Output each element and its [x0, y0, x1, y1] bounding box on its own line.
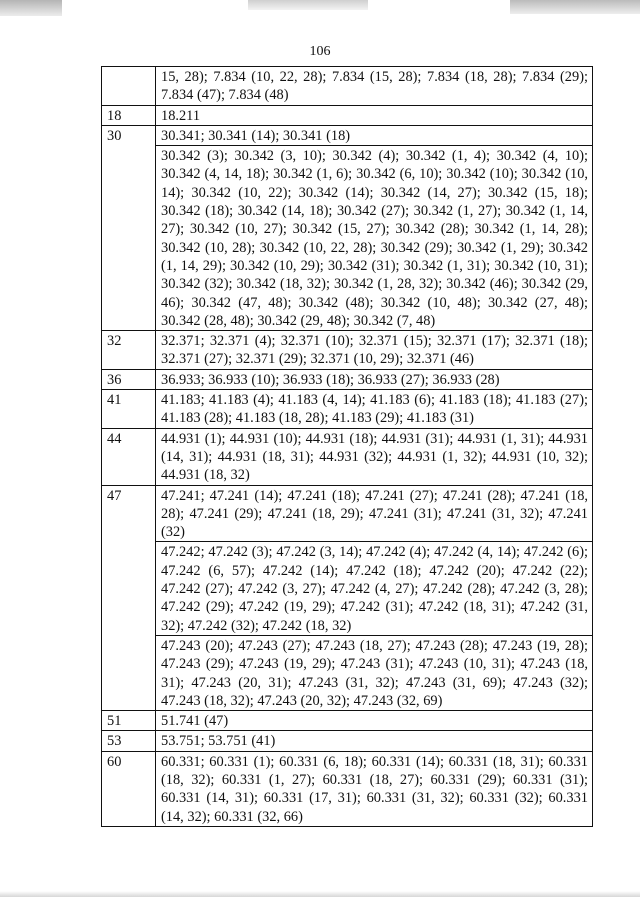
row-number-cell	[102, 635, 156, 710]
table-row	[102, 751, 593, 826]
row-number-cell: 51	[102, 711, 156, 731]
row-number-cell: 36	[102, 369, 156, 389]
row-entries-cell: 60.331; 60.331 (1); 60.331 (6, 18); 60.331 (14); 60.331 (18, 31); 60.331 (18, 32); 60.331 (1, 27); 60.331 (18, 27); 60.331 (29); 60.331 (31); 60.331 (14, 31); 60.331 (17, 31); 60.331 (31, 32); 60.331 (32); 60.331 (14, 32); 60.331 (32, 66)	[156, 751, 593, 826]
table-row	[102, 731, 593, 751]
row-number-cell: 44	[102, 428, 156, 485]
row-entries-cell: 15, 28); 7.834 (10, 22, 28); 7.834 (15, 28); 7.834 (18, 28); 7.834 (29); 7.834 (47); 7.834 (48)	[156, 67, 593, 106]
table-row	[102, 67, 593, 106]
row-entries-cell: 51.741 (47)	[156, 711, 593, 731]
table-row	[102, 428, 593, 485]
table-row	[102, 105, 593, 125]
row-entries-cell: 41.183; 41.183 (4); 41.183 (4, 14); 41.183 (6); 41.183 (18); 41.183 (27); 41.183 (28); 41.183 (18, 28); 41.183 (29); 41.183 (31)	[156, 390, 593, 429]
table-row	[102, 542, 593, 635]
table-row	[102, 711, 593, 731]
row-number-cell: 41	[102, 390, 156, 429]
scan-artifact-right	[510, 0, 640, 14]
row-entries-cell: 18.211	[156, 105, 593, 125]
scan-bottom-edge	[0, 891, 640, 897]
row-number-cell: 53	[102, 731, 156, 751]
row-number-cell	[102, 146, 156, 331]
row-entries-cell: 47.241; 47.241 (14); 47.241 (18); 47.241 (27); 47.241 (28); 47.241 (18, 28); 47.241 (29); 47.241 (18, 29); 47.241 (31); 47.241 (31, 32); 47.241 (32)	[156, 485, 593, 542]
row-number-cell	[102, 542, 156, 635]
row-entries-cell: 30.341; 30.341 (14); 30.341 (18)	[156, 125, 593, 145]
row-entries-cell: 47.243 (20); 47.243 (27); 47.243 (18, 27); 47.243 (28); 47.243 (19, 28); 47.243 (29); 47.243 (19, 29); 47.243 (31); 47.243 (10, 31); 47.243 (18, 31); 47.243 (20, 31); 47.243 (31, 32); 47.243 (31, 69); 47.243 (32); 47.243 (18, 32); 47.243 (20, 32); 47.243 (32, 69)	[156, 635, 593, 710]
table-row	[102, 390, 593, 429]
table-row	[102, 125, 593, 145]
row-number-cell: 60	[102, 751, 156, 826]
row-number-cell	[102, 67, 156, 106]
row-entries-cell: 47.242; 47.242 (3); 47.242 (3, 14); 47.242 (4); 47.242 (4, 14); 47.242 (6); 47.242 (6, 57); 47.242 (14); 47.242 (18); 47.242 (20); 47.242 (22); 47.242 (27); 47.242 (3, 27); 47.242 (4, 27); 47.242 (28); 47.242 (3, 28); 47.242 (29); 47.242 (19, 29); 47.242 (31); 47.242 (18, 31); 47.242 (31, 32); 47.242 (32); 47.242 (18, 32)	[156, 542, 593, 635]
row-number-cell: 47	[102, 485, 156, 542]
row-number-cell: 30	[102, 125, 156, 145]
page-number: 106	[309, 44, 331, 59]
row-entries-cell: 36.933; 36.933 (10); 36.933 (18); 36.933 (27); 36.933 (28)	[156, 369, 593, 389]
table-row	[102, 146, 593, 331]
row-entries-cell: 53.751; 53.751 (41)	[156, 731, 593, 751]
scan-artifact-left	[0, 0, 62, 16]
row-entries-cell: 30.342 (3); 30.342 (3, 10); 30.342 (4); 30.342 (1, 4); 30.342 (4, 10); 30.342 (4, 14, 18); 30.342 (1, 6); 30.342 (6, 10); 30.342 (10); 30.342 (10, 14); 30.342 (10, 22); 30.342 (14); 30.342 (14, 27); 30.342 (15, 18); 30.342 (18); 30.342 (14, 18); 30.342 (27); 30.342 (1, 27); 30.342 (1, 14, 27); 30.342 (10, 27); 30.342 (15, 27); 30.342 (28); 30.342 (1, 14, 28); 30.342 (10, 28); 30.342 (10, 22, 28); 30.342 (29); 30.342 (1, 29); 30.342 (1, 14, 29); 30.342 (10, 29); 30.342 (31); 30.342 (1, 31); 30.342 (10, 31); 30.342 (32); 30.342 (18, 32); 30.342 (1, 28, 32); 30.342 (46); 30.342 (29, 46); 30.342 (47, 48); 30.342 (48); 30.342 (10, 48); 30.342 (27, 48); 30.342 (28, 48); 30.342 (29, 48); 30.342 (7, 48)	[156, 146, 593, 331]
table-row	[102, 331, 593, 370]
table-row	[102, 369, 593, 389]
table-row	[102, 485, 593, 542]
index-table	[101, 66, 593, 827]
row-number-cell: 32	[102, 331, 156, 370]
scan-artifact-center	[248, 0, 368, 10]
row-entries-cell: 32.371; 32.371 (4); 32.371 (10); 32.371 (15); 32.371 (17); 32.371 (18); 32.371 (27); 32.371 (29); 32.371 (10, 29); 32.371 (46)	[156, 331, 593, 370]
row-number-cell: 18	[102, 105, 156, 125]
table-row	[102, 635, 593, 710]
row-entries-cell: 44.931 (1); 44.931 (10); 44.931 (18); 44.931 (31); 44.931 (1, 31); 44.931 (14, 31); 44.931 (18, 31); 44.931 (32); 44.931 (1, 32); 44.931 (10, 32); 44.931 (18, 32)	[156, 428, 593, 485]
